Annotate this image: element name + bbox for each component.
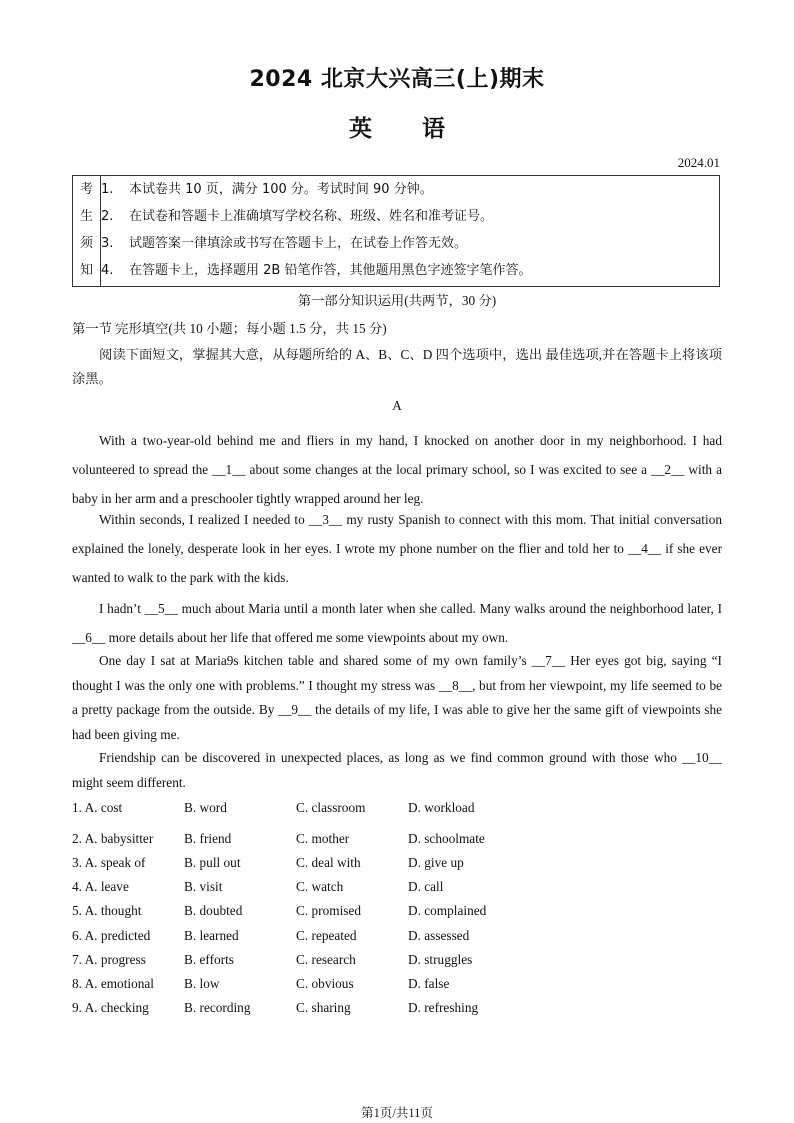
passage-paragraph: Friendship can be discovered in unexpected places, as long as we find common ground with those who __10__ might seem different. — [72, 750, 722, 790]
passage-paragraph: One day I sat at Maria9s kitchen table and shared some of my own family’s __7__ Her eyes got big, saying “I thought I was the only one with problems.” I thought my stress was __8__, but from her viewpoint, my life seemed to be a pretty package from the outside. By __9__ the details of my life, I was able to give her the same gift of viewpoints she had been giving me. — [72, 653, 722, 742]
exam-page: 2024 北京大兴高三(上)期末 英 语 2024.01 考 生 须 知 1. 本试卷共 10 页，满分 100 分。考试时间 90 分钟。 2. 在试卷和答题卡上准确填写学校名称、班级、姓名和准考证号。 3. 试题答案一律填涂或书写在答题卡上，在试卷上作答无效。 4. 在答题卡上，选择题用 2B 铅笔作答，其他题用黑色字迹签字笔作答。 第一部分知识运用(共两节，30 分) 第一节 完形填空(共 10 小题；每小题 1.5 分，共 15 分) 阅读下面短文，掌握其大意，从每题所给的 A、B、C、D 四个选项中，选出 最佳选项,并在答题卡上将该项涂黑。 A With a two-year-old behind me and fliers in my hand, I knocked on another door in my neighborhood. I had volunteered to spread the __1__ about some changes at the local primary school, so I was excited to see a __2__ with a baby in her arm and a preschooler tightly wrapped around her leg. Within seconds, I realized I needed to __3__ my rusty Spanish to connect with this mom. That initial conversation explained the lonely, desperate look in her eyes. I wrote my phone number on the flier and told her to __4__ if she ever wanted to walk to the park with the kids. I hadn’t __5__ much about Maria until a month later when she called. Many walks around the neighborhood later, I __6__ more details about her life that offered me some viewpoints about my own. One day I sat at Maria9s kitchen table and shared some of my own family’s __7__ Her eyes got big, saying “I thought I was the only one with problems.” I thought my stress was __8__, but from her viewpoint, my life seemed to be a pretty package from the outside. By __9__ the details of my life, I was able to give her the same gift of viewpoints she had been giving me. Friendship can be discovered in unexpected places, as long as we find common ground with those who __10__ might seem different. 1. A. cost B. word C. classroom D. workload 2. A. babysitter B. friend C. mother D. schoolmate 3. A. speak of B. pull out C. deal with D. give up 4. A. leave B. visit C. watch D. call 5. A. thought B. doubted C. promised D. complained 6. A. predicted B. learned C. repeated D. assessed 7. A. progress B. efforts C. research D. struggles 8. A. emotional B. low C. obvious D. false 9. A. checking B. recording C. sharing D. refreshing 第1页/共11页 — [0, 0, 794, 1123]
notice-label-char: 生 — [79, 209, 93, 224]
subject-title — [0, 110, 794, 143]
passage-paragraph: I hadn’t __5__ much about Maria until a month later when she called. Many walks around the neighborhood later, I __6__ more details about her life that offered me some viewpoints about my own. — [72, 601, 722, 645]
instruction-text: 阅读下面短文，掌握其大意，从每题所给的 A、B、C、D 四个选项中，选出 最佳选项,并在答题卡上将该项涂黑。 — [72, 347, 722, 386]
notice-box — [72, 175, 720, 287]
passage-paragraph: Within seconds, I realized I needed to __3__ my rusty Spanish to connect with this mom. That initial conversation explained the lonely, desperate look in her eyes. I wrote my phone number on the flier and told her to __4__ if she ever wanted to walk to the park with the kids. — [72, 512, 722, 585]
notice-item: 3. 试题答案一律填涂或书写在答题卡上，在试卷上作答无效。 — [101, 236, 468, 251]
notice-label-char: 知 — [79, 263, 93, 278]
exam-date: 2024.01 — [677, 155, 720, 170]
subsection-title: 第一节 完形填空(共 10 小题；每小题 1.5 分，共 15 分) — [72, 321, 387, 336]
notice-label-char: 须 — [79, 236, 93, 251]
notice-label — [73, 176, 101, 286]
notice-item: 2. 在试卷和答题卡上准确填写学校名称、班级、姓名和准考证号。 — [101, 209, 494, 224]
part-title: 第一部分知识运用(共两节，30 分) — [297, 293, 497, 308]
passage-paragraph: With a two-year-old behind me and fliers in my hand, I knocked on another door in my neighborhood. I had volunteered to spread the __1__ about some changes at the local primary school, so I was excited to see a __2__ with a baby in her arm and a preschooler tightly wrapped around her leg. — [72, 433, 722, 506]
passage-label: A — [392, 398, 402, 413]
notice-item: 1. 本试卷共 10 页，满分 100 分。考试时间 90 分钟。 — [101, 182, 433, 197]
notice-item: 4. 在答题卡上，选择题用 2B 铅笔作答，其他题用黑色字迹签字笔作答。 — [101, 263, 532, 278]
subject-char: 语 — [422, 116, 445, 142]
subject-char: 英 — [349, 116, 372, 142]
page-footer: 第1页/共11页 — [361, 1106, 433, 1120]
notice-label-char: 考 — [79, 182, 93, 197]
exam-title: 2024 北京大兴高三(上)期末 — [249, 67, 545, 92]
notice-items — [101, 176, 719, 284]
